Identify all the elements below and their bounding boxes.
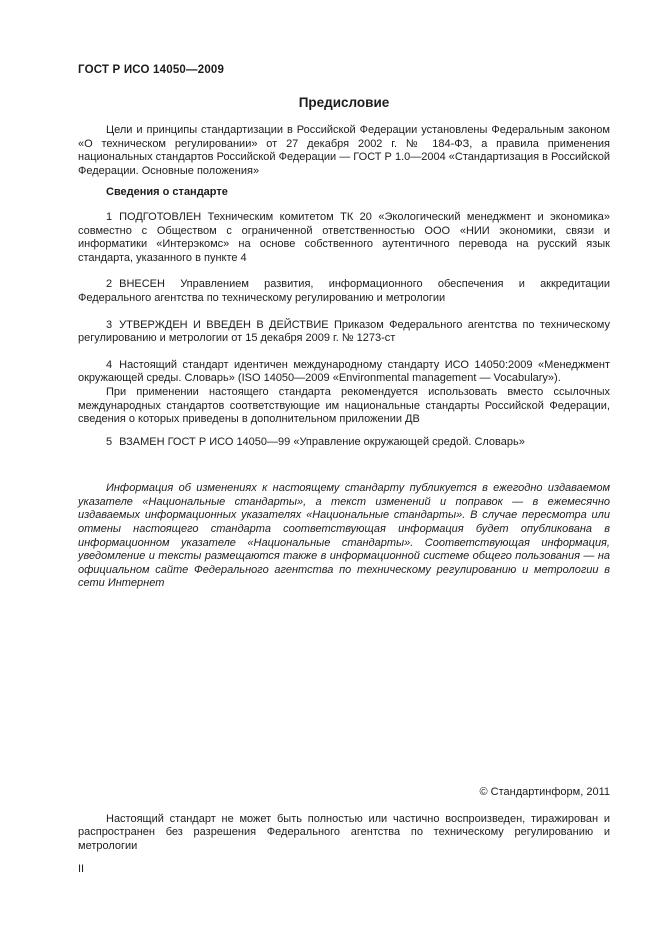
- page-number: II: [78, 863, 85, 876]
- standard-info-item-5: [78, 436, 610, 450]
- item-number: 3: [106, 318, 113, 331]
- item-number: 4: [106, 358, 113, 371]
- page-title: Предисловие: [298, 95, 390, 110]
- page-footer: [78, 786, 610, 877]
- page-content: [78, 63, 610, 591]
- intro-paragraph: Цели и принципы стандартизации в Российской Федерации установлены Федеральным законом «О техническом регулировании» от 27 декабря 2002 г. № 184-ФЗ, а правила применения национальных стандартов Российской Федерации — ГОСТ Р 1.0—2004 «Стандартизация в Российской Федерации. Основные положения»: [78, 124, 611, 177]
- standard-info-item-4: [78, 359, 610, 386]
- legal-notice: Настоящий стандарт не может быть полностью или частично воспроизведен, тиражирован и распространен без разрешения Федерального агентства по техническому регулированию и метрологии: [78, 812, 610, 852]
- item-number: 5: [106, 435, 113, 448]
- item-text: ВНЕСЕН Управлением развития, информационного обеспечения и аккредитации Федерального агентства по техническому регулированию и метрологии: [78, 278, 610, 304]
- item-text: ВЗАМЕН ГОСТ Р ИСО 14050—99 «Управление окружающей средой. Словарь»: [119, 435, 525, 448]
- item-text: ПОДГОТОВЛЕН Техническим комитетом ТК 20 «Экологический менеджмент и экономика» совместно с Обществом с ограниченной ответственностью ООО «НИИ экономики, связи и информатики «Интерэкомс» на основе собственного аутентичного перевода на русский язык стандарта, указанного в пункте 4: [78, 210, 610, 264]
- doc-code-header: ГОСТ Р ИСО 14050—2009: [78, 64, 225, 76]
- section-heading: Сведения о стандарте: [106, 186, 228, 199]
- item-text: Настоящий стандарт идентичен международному стандарту ИСО 14050:2009 «Менеджмент окружающей среды. Словарь» (ISO 14050—2009 «Environmental management — Vocabulary»).: [78, 358, 610, 385]
- standard-info-item-3: [78, 319, 610, 346]
- item-number: 2: [106, 278, 113, 291]
- amendment-notice: Информация об изменениях к настоящему стандарту публикуется в ежегодно издаваемом указателе «Национальные стандарты», а текст изменений и поправок — в ежемесячно издаваемых информационных указателях «Национальные стандарты». В случае пересмотра или отмены настоящего стандарта соответствующая информация будет опубликована в информационном указателе «Национальные стандарты». Соответствующая информация, уведомление и тексты размещаются также в информационной системе общего пользования — на официальном сайте Федерального агентства по техническому регулированию и метрологии в сети Интернет: [78, 482, 610, 590]
- item-text: УТВЕРЖДЕН И ВВЕДЕН В ДЕЙСТВИЕ Приказом Федерального агентства по техническому регулированию и метрологии от 15 декабря 2009 г. № 1273-ст: [78, 318, 610, 345]
- standard-info-item-4-note: При применении настоящего стандарта рекомендуется использовать вместо ссылочных международных стандартов соответствующие им национальные стандарты Российской Федерации, сведения о которых приведены в дополнительном приложении ДВ: [78, 385, 610, 426]
- copyright-line: © Стандартинформ, 2011: [479, 786, 610, 798]
- standard-info-item-1: [78, 211, 610, 265]
- item-number: 1: [106, 210, 113, 223]
- standard-info-item-2: [78, 278, 610, 305]
